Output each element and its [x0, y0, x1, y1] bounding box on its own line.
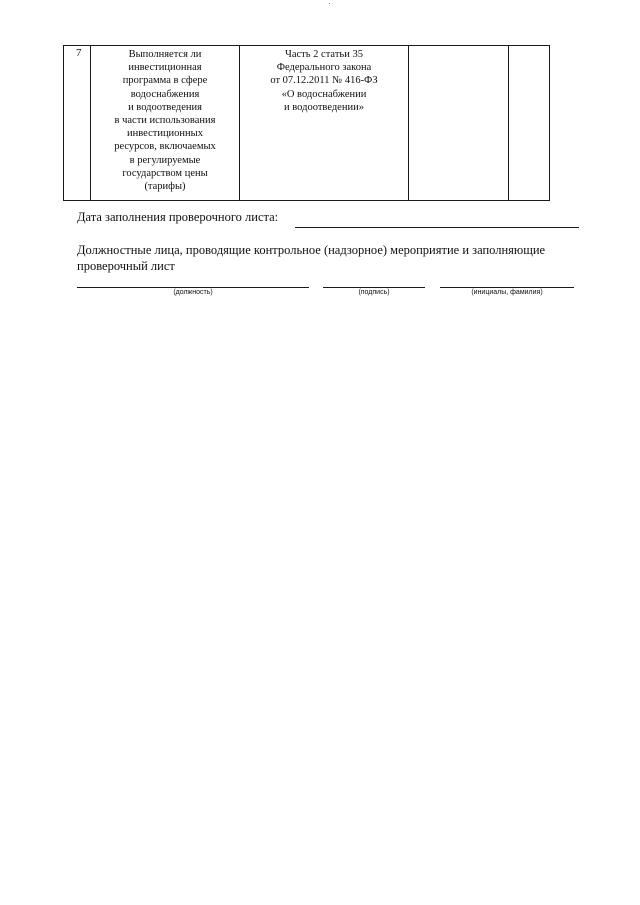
officials-text: Должностные лица, проводящие контрольное (надзорное) мероприятие и заполняющие проверочный лист — [77, 243, 546, 273]
reference-line: «О водоснабжении — [281, 88, 367, 100]
table-row — [64, 46, 550, 201]
question-line: в регулируемые — [129, 154, 201, 166]
row-number: 7 — [76, 47, 82, 59]
reference-line: от 07.12.2011 № 416-ФЗ — [270, 75, 378, 87]
reference-cell — [240, 46, 409, 201]
position-caption: (должность) — [173, 289, 213, 296]
question-line: водоснабжения — [130, 88, 200, 100]
date-label: Дата заполнения проверочного листа: — [77, 210, 279, 224]
scan-speck — [329, 3, 330, 4]
question-line: государством цены — [122, 167, 208, 179]
question-line: Выполняется ли — [128, 49, 202, 60]
question-cell — [91, 46, 240, 201]
question-line: (тарифы) — [144, 181, 186, 193]
question-text — [91, 46, 239, 200]
date-fill-line — [295, 227, 579, 228]
question-line: инвестиционных — [127, 128, 203, 140]
question-line: в части использования — [114, 115, 216, 127]
question-line: ресурсов, включаемых — [114, 141, 216, 153]
reference-line: Часть 2 статьи 35 — [285, 49, 363, 60]
row-number-cell — [64, 46, 91, 201]
question-line: программа в сфере — [122, 75, 208, 87]
name-caption: (инициалы, фамилия) — [471, 289, 543, 296]
checklist-table — [63, 45, 550, 201]
question-line: и водоотведения — [128, 101, 202, 113]
name-fill-line — [440, 287, 574, 288]
answer-cell — [409, 46, 509, 201]
legal-reference — [240, 46, 408, 114]
position-fill-line — [77, 287, 309, 288]
reference-line: Федерального закона — [276, 62, 372, 74]
signature-fill-line — [323, 287, 425, 288]
signature-caption: (подпись) — [358, 289, 390, 296]
question-line: инвестиционная — [128, 62, 202, 74]
note-cell — [509, 46, 550, 201]
reference-line: и водоотведении» — [284, 101, 364, 113]
